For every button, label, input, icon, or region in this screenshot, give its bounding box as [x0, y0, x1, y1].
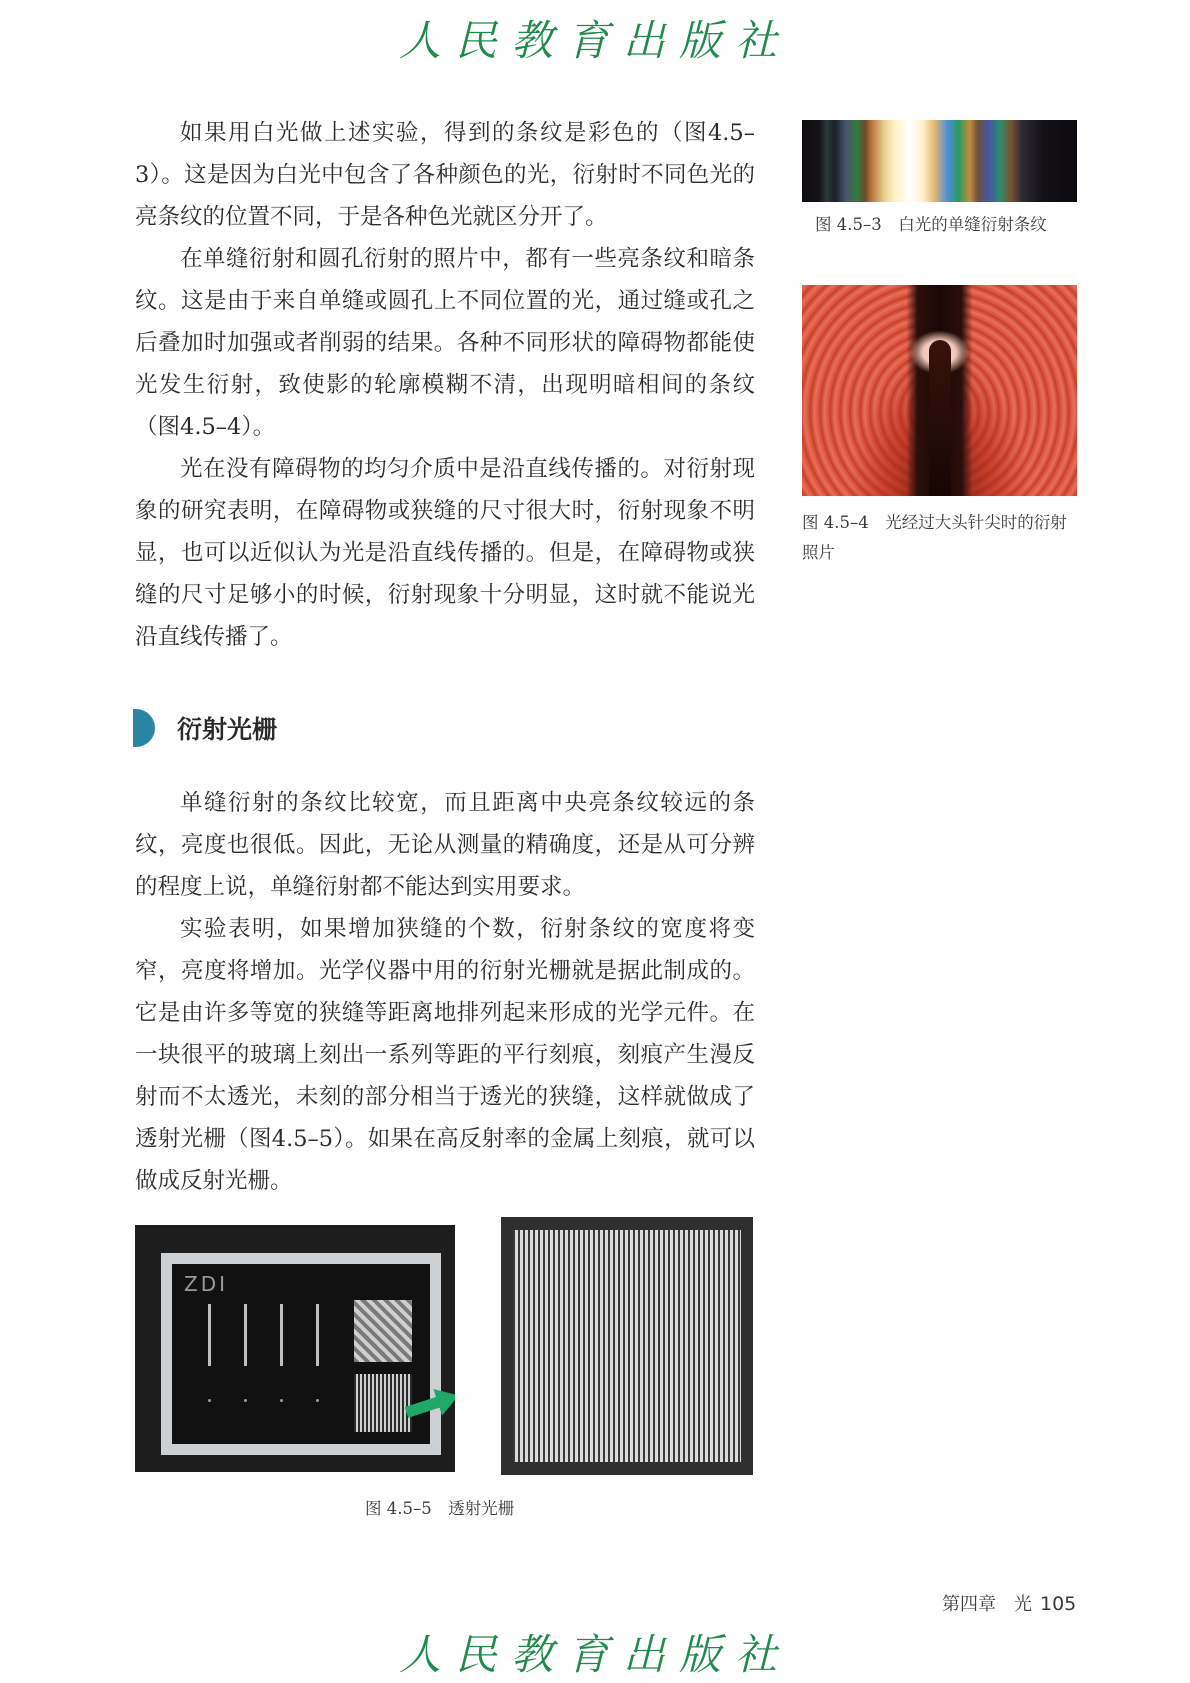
paragraph: 如果用白光做上述实验，得到的条纹是彩色的（图4.5–3）。这是因为白光中包含了各种颜色的光，衍射时不同色光的亮条纹的位置不同，于是各种色光就区分开了。	[135, 120, 755, 230]
section-1-body	[135, 112, 755, 658]
section-2-body	[135, 782, 755, 1202]
figure-grating-plate-photo	[135, 1225, 455, 1472]
chapter-label: 第四章 光	[942, 1594, 1032, 1615]
figure-caption: 图 4.5–4 光经过大头针尖时的衍射照片	[802, 513, 1067, 562]
paragraph: 在单缝衍射和圆孔衍射的照片中，都有一些亮条纹和暗条纹。这是由于来自单缝或圆孔上不同位置的光，通过缝或孔之后叠加时加强或者削弱的结果。各种不同形状的障碍物都能使光发生衍射，致使影的轮廓模糊不清，出现明暗相间的条纹（图4.5–4）。	[135, 246, 755, 440]
grating-plate	[161, 1253, 441, 1455]
pinhole	[208, 1399, 211, 1402]
page-footer	[942, 1590, 1076, 1616]
slit	[316, 1304, 319, 1366]
figure-caption: 图 4.5–3 白光的单缝衍射条纹	[815, 215, 1047, 234]
publisher-logo-bottom: 人民教育出版社	[398, 1630, 791, 1679]
figure-grating-closeup-photo	[501, 1217, 753, 1475]
section-marker-icon	[133, 709, 155, 747]
paragraph: 单缝衍射的条纹比较宽，而且距离中央亮条纹较远的条纹，亮度也很低。因此，无论从测量的精确度，还是从可分辨的程度上说，单缝衍射都不能达到实用要求。	[135, 790, 755, 900]
slit	[208, 1304, 211, 1366]
section-title: 衍射光栅	[177, 715, 278, 744]
grating-sample	[354, 1300, 412, 1362]
grating-sample	[354, 1374, 412, 1432]
pinhole	[316, 1399, 319, 1402]
pinhole	[244, 1399, 247, 1402]
figure-caption: 图 4.5–5 透射光栅	[365, 1499, 515, 1518]
paragraph: 实验表明，如果增加狭缝的个数，衍射条纹的宽度将变窄，亮度将增加。光学仪器中用的衍射光栅就是据此制成的。它是由许多等宽的狭缝等距离地排列起来形成的光学元件。在一块很平的玻璃上刻出一系列等距的平行刻痕，刻痕产生漫反射而不太透光，未刻的部分相当于透光的狭缝，这样就做成了透射光栅（图4.5–5）。如果在高反射率的金属上刻痕，就可以做成反射光栅。	[135, 916, 755, 1194]
publisher-logo-top: 人民教育出版社	[398, 16, 791, 65]
figure-white-light-diffraction-image	[802, 120, 1077, 202]
plate-label: ZDI	[184, 1272, 228, 1296]
page-number: 105	[1040, 1593, 1077, 1615]
pinhole	[280, 1399, 283, 1402]
pin-shadow	[929, 340, 951, 496]
paragraph: 光在没有障碍物的均匀介质中是沿直线传播的。对衍射现象的研究表明，在障碍物或狭缝的尺寸很大时，衍射现象不明显，也可以近似认为光是沿直线传播的。但是，在障碍物或狭缝的尺寸足够小的时候，衍射现象十分明显，这时就不能说光沿直线传播了。	[135, 456, 755, 650]
slit	[280, 1304, 283, 1366]
figure-pin-diffraction-image	[802, 285, 1077, 496]
slit	[244, 1304, 247, 1366]
grating-lines	[513, 1230, 741, 1462]
